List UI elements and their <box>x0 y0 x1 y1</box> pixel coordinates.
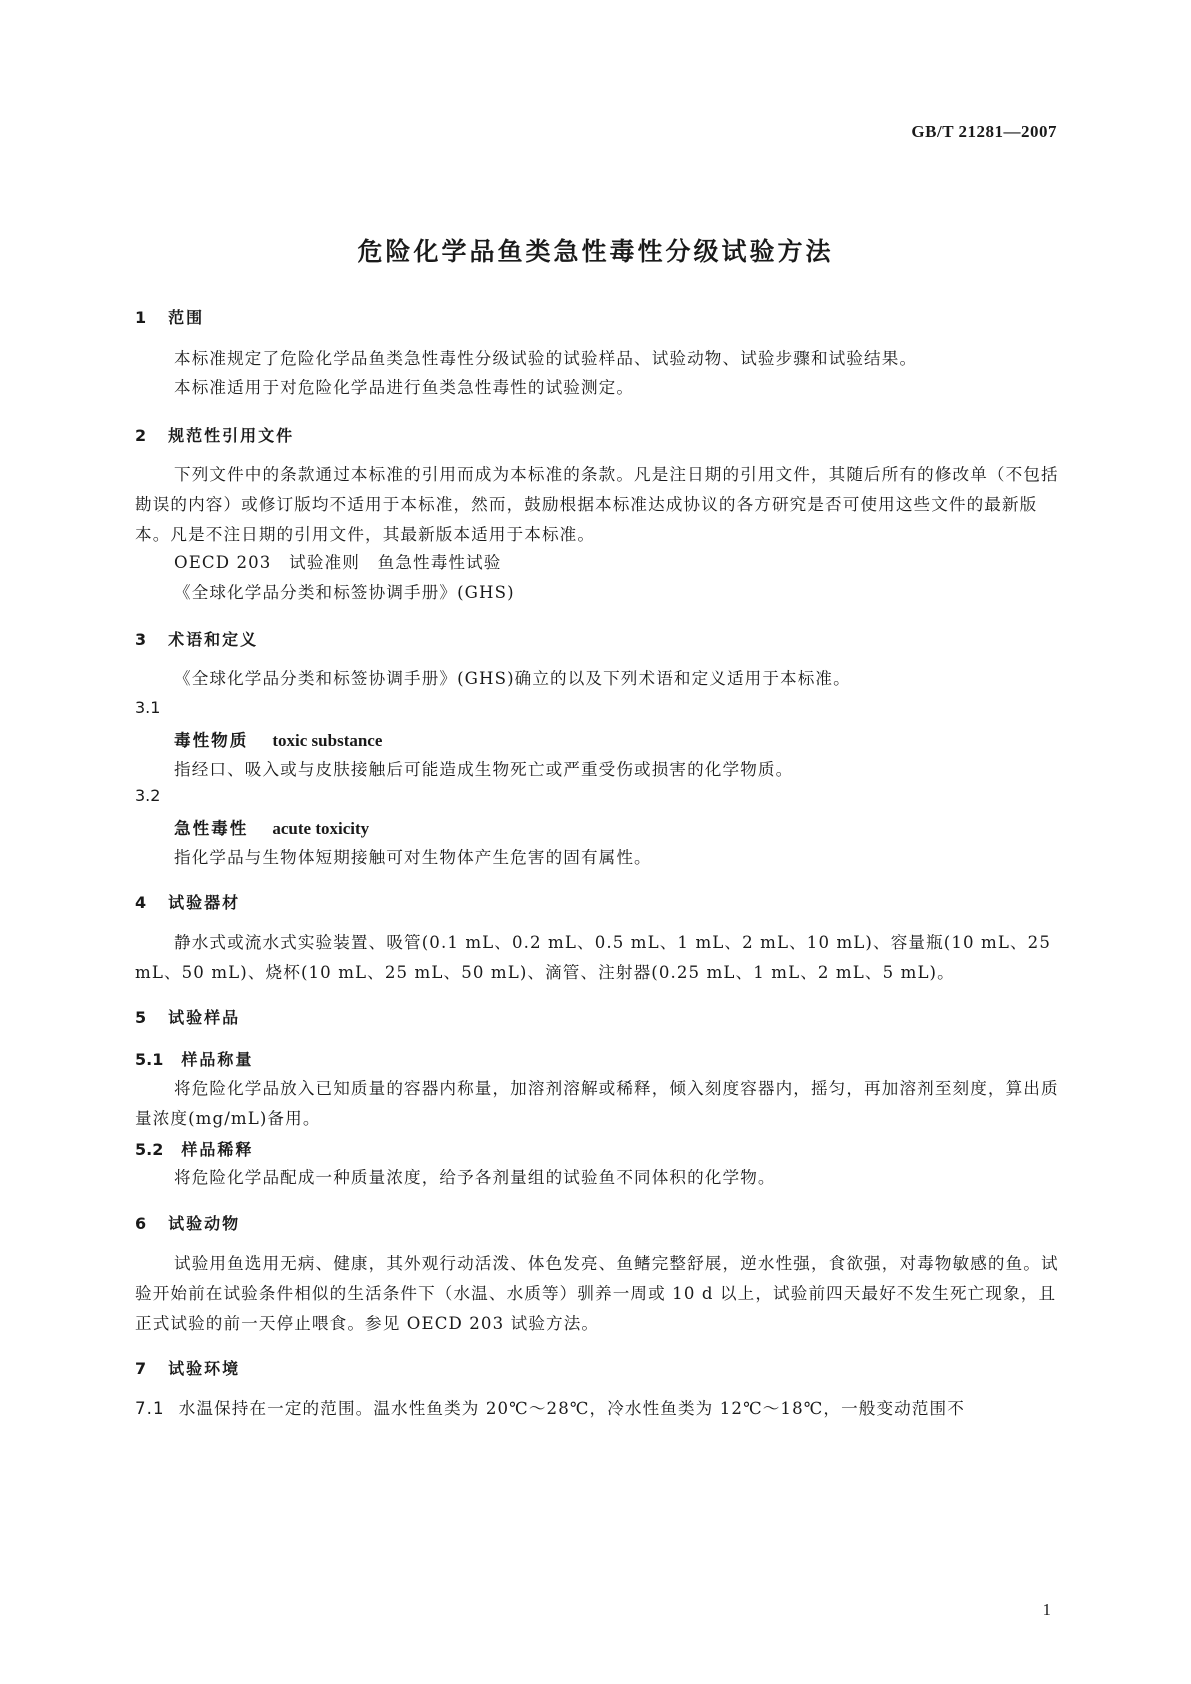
clause-number: 7.1 <box>135 1399 165 1418</box>
paragraph: 《全球化学品分类和标签协调手册》(GHS)确立的以及下列术语和定义适用于本标准。 <box>174 669 851 688</box>
clause-text: 水温保持在一定的范围。温水性鱼类为 20℃～28℃，冷水性鱼类为 12℃～18℃，一般变动范围不 <box>178 1399 965 1418</box>
section-number: 2 <box>135 426 147 445</box>
subsection-5-1-heading <box>135 1047 253 1070</box>
clause-7-1 <box>135 1394 1059 1424</box>
section-1-heading <box>135 305 204 328</box>
section-title: 试验动物 <box>168 1214 241 1233</box>
section-number: 7 <box>135 1359 147 1378</box>
paragraph: 本标准规定了危险化学品鱼类急性毒性分级试验的试验样品、试验动物、试验步骤和试验结果。 <box>174 349 918 368</box>
section-number: 3 <box>135 630 147 649</box>
section-number: 6 <box>135 1214 147 1233</box>
section-title: 术语和定义 <box>168 630 259 649</box>
subsection-5-2-heading <box>135 1137 253 1160</box>
term-english: toxic substance <box>272 731 383 750</box>
page-number: 1 <box>1042 1600 1051 1619</box>
section-number: 1 <box>135 308 147 327</box>
section-2-heading <box>135 423 294 446</box>
paragraph: 本标准适用于对危险化学品进行鱼类急性毒性的试验测定。 <box>174 378 635 397</box>
section-title: 试验样品 <box>168 1008 241 1027</box>
paragraph: 将危险化学品放入已知质量的容器内称量，加溶剂溶解或稀释，倾入刻度容器内，摇匀，再加溶剂至刻度，算出质量浓度(mg/mL)备用。 <box>135 1079 1059 1128</box>
paragraph: 将危险化学品配成一种质量浓度，给予各剂量组的试验鱼不同体积的化学物。 <box>174 1168 776 1187</box>
paragraph: 试验用鱼选用无病、健康，其外观行动活泼、体色发亮、鱼鳍完整舒展，逆水性强，食欲强，对毒物敏感的鱼。试验开始前在试验条件相似的生活条件下（水温、水质等）驯养一周或 10 d 以上，试验前四天最好不发生死亡现象，且正式试验的前一天停止喂食。参见 OECD 203 试验方法。 <box>135 1254 1059 1333</box>
term-entry <box>174 727 382 751</box>
section-number: 5.2 <box>135 1140 164 1159</box>
section-title: 样品称量 <box>181 1050 254 1069</box>
section-number: 5 <box>135 1008 147 1027</box>
clause-number: 3.2 <box>135 786 161 805</box>
section-5-heading <box>135 1005 240 1028</box>
section-title: 样品稀释 <box>181 1140 254 1159</box>
document-title: 危险化学品鱼类急性毒性分级试验方法 <box>357 237 834 266</box>
term-entry <box>174 815 369 839</box>
term-chinese: 毒性物质 <box>174 731 249 750</box>
term-english: acute toxicity <box>272 819 370 838</box>
clause-number: 3.1 <box>135 698 161 717</box>
paragraph: 静水式或流水式实验装置、吸管(0.1 mL、0.2 mL、0.5 mL、1 mL、2 mL、10 mL)、容量瓶(10 mL、25 mL、50 mL)、烧杯(10 mL、25 mL、50 mL)、滴管、注射器(0.25 mL、1 mL、2 mL、5 mL)。 <box>135 933 1051 982</box>
section-title: 范围 <box>168 308 205 327</box>
section-4-heading <box>135 890 240 913</box>
term-chinese: 急性毒性 <box>174 819 249 838</box>
section-number: 4 <box>135 893 147 912</box>
normative-reference: OECD 203 试验准则 鱼急性毒性试验 <box>174 553 502 572</box>
term-definition: 指化学品与生物体短期接触可对生物体产生危害的固有属性。 <box>174 848 652 867</box>
section-title: 试验器材 <box>168 893 241 912</box>
standard-code: GB/T 21281—2007 <box>911 122 1057 141</box>
section-3-heading <box>135 627 258 650</box>
normative-reference: 《全球化学品分类和标签协调手册》(GHS) <box>174 583 515 602</box>
section-title: 规范性引用文件 <box>168 426 295 445</box>
term-definition: 指经口、吸入或与皮肤接触后可能造成生物死亡或严重受伤或损害的化学物质。 <box>174 760 794 779</box>
section-number: 5.1 <box>135 1050 164 1069</box>
section-7-heading <box>135 1356 240 1379</box>
paragraph: 下列文件中的条款通过本标准的引用而成为本标准的条款。凡是注日期的引用文件，其随后所有的修改单（不包括勘误的内容）或修订版均不适用于本标准，然而，鼓励根据本标准达成协议的各方研究是否可使用这些文件的最新版本。凡是不注日期的引用文件，其最新版本适用于本标准。 <box>135 465 1059 544</box>
section-6-heading <box>135 1211 240 1234</box>
section-title: 试验环境 <box>168 1359 241 1378</box>
